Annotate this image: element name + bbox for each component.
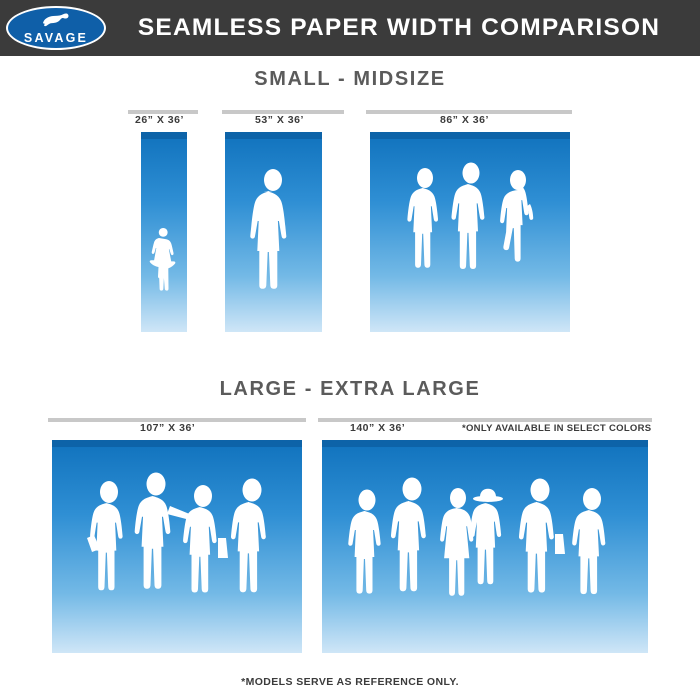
paper-roll-86 bbox=[370, 132, 570, 332]
size-label-26: 26” X 36’ bbox=[135, 114, 184, 126]
figure-silhouette bbox=[250, 169, 286, 289]
figure-silhouette bbox=[500, 170, 533, 262]
section-title-small-midsize: SMALL - MIDSIZE bbox=[254, 68, 446, 90]
header-bar bbox=[0, 0, 700, 56]
figure-silhouette bbox=[470, 489, 503, 584]
availability-note: *ONLY AVAILABLE IN SELECT COLORS bbox=[462, 423, 652, 434]
brand-logo bbox=[0, 0, 112, 56]
figure-silhouette bbox=[451, 163, 484, 270]
logo-text: SAVAGE bbox=[23, 30, 89, 45]
paper-roll-107 bbox=[52, 440, 302, 653]
figure-silhouette bbox=[391, 478, 426, 592]
figure-silhouette bbox=[440, 488, 473, 596]
page-title: SEAMLESS PAPER WIDTH COMPARISON bbox=[137, 14, 661, 41]
size-label-53: 53” X 36’ bbox=[255, 114, 304, 126]
figure-silhouette bbox=[519, 479, 565, 593]
figure-silhouette bbox=[572, 488, 605, 594]
figure-silhouette bbox=[150, 228, 176, 291]
footnote-text: *MODELS SERVE AS REFERENCE ONLY. bbox=[241, 676, 459, 688]
silhouette-group-107 bbox=[52, 440, 302, 653]
section-title-large-extra-large: LARGE - EXTRA LARGE bbox=[219, 378, 481, 400]
silhouette-group-140 bbox=[322, 440, 648, 653]
paper-roll-140 bbox=[322, 440, 648, 653]
paper-roll-26 bbox=[141, 132, 187, 332]
figure-silhouette bbox=[87, 481, 123, 590]
size-label-86: 86” X 36’ bbox=[440, 114, 489, 126]
size-label-107: 107” X 36’ bbox=[140, 422, 196, 434]
figure-silhouette bbox=[183, 485, 228, 593]
paper-roll-53 bbox=[225, 132, 322, 332]
logo-oval bbox=[6, 6, 106, 50]
figure-silhouette bbox=[348, 490, 380, 594]
figure-silhouette bbox=[135, 473, 192, 589]
figure-silhouette bbox=[231, 479, 266, 593]
figure-silhouette bbox=[407, 168, 438, 268]
silhouette-group-86 bbox=[370, 132, 570, 332]
horse-icon bbox=[41, 13, 71, 27]
silhouette-group-26 bbox=[141, 132, 187, 332]
silhouette-group-53 bbox=[225, 132, 322, 332]
size-label-140: 140” X 36’ bbox=[350, 422, 406, 434]
